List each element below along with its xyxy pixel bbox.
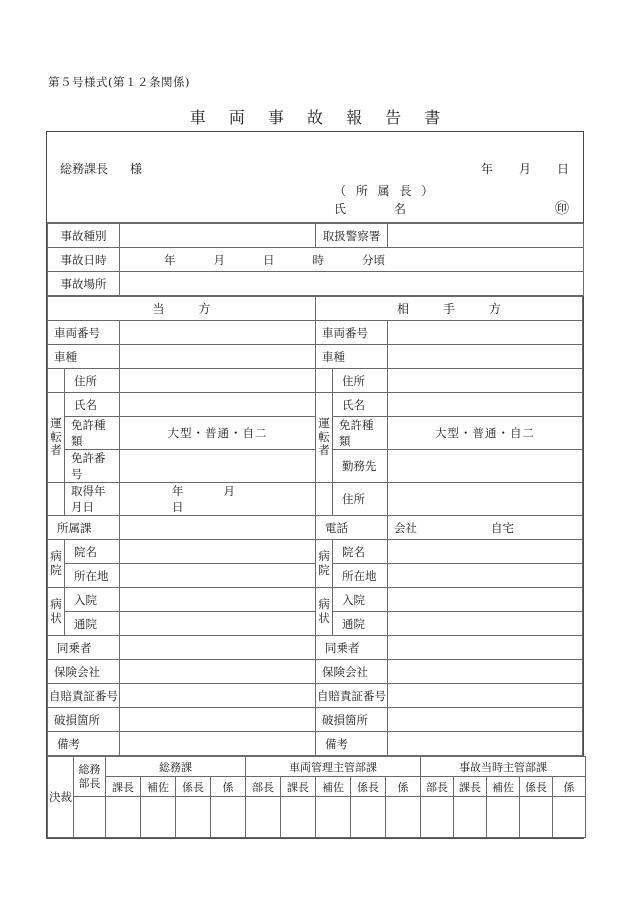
own-driver-address-value[interactable] xyxy=(120,369,316,393)
other-driver-address-label: 住所 xyxy=(333,369,388,393)
other-driver-address-value[interactable] xyxy=(388,369,583,393)
other-damage-label: 破損箇所 xyxy=(316,708,388,732)
date-month-label: 月 xyxy=(518,162,531,176)
table-row xyxy=(48,345,583,369)
approval-role-1-2: 補佐 xyxy=(316,777,351,797)
own-licence-type-label: 免許種類 xyxy=(65,417,120,450)
own-hospital-vertical-label: 病院 xyxy=(48,540,65,588)
other-workplace-value[interactable] xyxy=(388,450,583,483)
other-driver-vertical-spacer xyxy=(316,369,333,393)
own-remarks-value[interactable] xyxy=(120,732,316,756)
report-form-frame xyxy=(46,131,584,839)
other-vehicle-number-value[interactable] xyxy=(388,321,583,345)
other-admission-value[interactable] xyxy=(388,588,583,612)
approval-stamp-cell[interactable] xyxy=(386,797,421,838)
signer-name-field[interactable] xyxy=(334,200,406,217)
other-workplace-label: 勤務先 xyxy=(333,450,388,483)
own-licence-date-label: 取得年月日 xyxy=(65,483,120,516)
approval-role-header-row xyxy=(48,777,586,797)
date-day-label: 日 xyxy=(556,162,569,176)
own-jibaiseki-label: 自賠責証番号 xyxy=(48,684,120,708)
licence-month-label: 月 xyxy=(223,484,235,498)
parties-detail-table xyxy=(47,296,583,756)
other-driver-name-value[interactable] xyxy=(388,393,583,417)
accident-type-label: 事故種別 xyxy=(48,224,120,248)
other-hospital-location-label: 所在地 xyxy=(333,564,388,588)
own-passenger-value[interactable] xyxy=(120,636,316,660)
approval-role-1-0: 部長 xyxy=(246,777,281,797)
own-damage-value[interactable] xyxy=(120,708,316,732)
other-driver-vertical-label: 運転者 xyxy=(316,393,333,483)
other-hospital-vertical-label: 病院 xyxy=(316,540,333,588)
own-licence-number-label: 免許番号 xyxy=(65,450,120,483)
accident-info-table xyxy=(47,223,584,296)
police-station-value[interactable] xyxy=(388,224,584,248)
other-workplace-address-vertical-spacer xyxy=(316,483,333,516)
approval-soumu-bucho-label: 総務 部長 xyxy=(74,757,106,797)
accident-place-value[interactable] xyxy=(120,272,584,296)
other-phone-label: 電話 xyxy=(316,516,388,540)
table-row xyxy=(48,588,583,612)
approval-role-0-1: 補佐 xyxy=(141,777,176,797)
table-row xyxy=(48,450,583,483)
table-row xyxy=(48,636,583,660)
other-outpatient-value[interactable] xyxy=(388,612,583,636)
police-station-label: 取扱警察署 xyxy=(316,224,388,248)
other-vehicle-type-label: 車種 xyxy=(316,345,388,369)
own-insurance-label: 保険会社 xyxy=(48,660,120,684)
table-row xyxy=(48,516,583,540)
approval-role-0-2: 係長 xyxy=(176,777,211,797)
approval-role-0-3: 係 xyxy=(211,777,246,797)
approval-role-1-4: 係 xyxy=(386,777,421,797)
approval-stamp-cell[interactable] xyxy=(316,797,351,838)
other-vehicle-type-value[interactable] xyxy=(388,345,583,369)
approval-stamp-cell[interactable] xyxy=(520,797,553,838)
approval-stamp-row xyxy=(48,797,586,838)
table-row xyxy=(48,708,583,732)
own-licence-number-value[interactable] xyxy=(120,450,316,483)
other-damage-value[interactable] xyxy=(388,708,583,732)
other-workplace-address-value[interactable] xyxy=(388,483,583,516)
datetime-minute-label: 分頃 xyxy=(362,252,385,267)
own-licence-date-vertical-spacer xyxy=(48,483,65,516)
approval-stamp-cell[interactable] xyxy=(246,797,281,838)
other-licence-type-value[interactable]: 大型・普通・自二 xyxy=(388,417,583,450)
form-header-block xyxy=(47,132,583,223)
approval-group-2-name: 事故当時主管部課 xyxy=(421,757,586,777)
other-licence-type-label: 免許種類 xyxy=(333,417,388,450)
table-row xyxy=(48,369,583,393)
approval-stamp-cell[interactable] xyxy=(351,797,386,838)
table-row xyxy=(48,612,583,636)
approval-vertical-label: 決裁 xyxy=(48,757,74,838)
approval-role-1-1: 課長 xyxy=(281,777,316,797)
approval-role-2-3: 係長 xyxy=(520,777,553,797)
own-passenger-label: 同乗者 xyxy=(48,636,120,660)
own-vehicle-type-value[interactable] xyxy=(120,345,316,369)
name-label-second: 名 xyxy=(394,202,407,216)
approval-stamp-cell[interactable] xyxy=(487,797,520,838)
name-label-first: 氏 xyxy=(334,202,347,216)
other-hospital-name-value[interactable] xyxy=(388,540,583,564)
datetime-month-label: 月 xyxy=(213,252,225,267)
own-hospital-location-value[interactable] xyxy=(120,564,316,588)
other-insurance-value[interactable] xyxy=(388,660,583,684)
table-row xyxy=(48,540,583,564)
page-title: 車 両 事 故 報 告 書 xyxy=(189,108,450,127)
approval-stamp-cell[interactable] xyxy=(211,797,246,838)
own-driver-vertical-label: 運転者 xyxy=(48,393,65,483)
own-condition-vertical-label: 病状 xyxy=(48,588,65,636)
other-passenger-value[interactable] xyxy=(388,636,583,660)
approval-stamp-cell[interactable] xyxy=(106,797,141,838)
own-outpatient-value[interactable] xyxy=(120,612,316,636)
approval-role-2-4: 係 xyxy=(553,777,586,797)
table-row xyxy=(48,248,584,272)
other-outpatient-label: 通院 xyxy=(333,612,388,636)
accident-datetime-value[interactable] xyxy=(120,248,584,272)
own-remarks-label: 備考 xyxy=(48,732,120,756)
approval-stamp-cell[interactable] xyxy=(553,797,586,838)
own-vehicle-type-label: 車種 xyxy=(48,345,120,369)
table-row xyxy=(48,564,583,588)
approval-role-2-1: 課長 xyxy=(454,777,487,797)
other-insurance-label: 保険会社 xyxy=(316,660,388,684)
own-insurance-value[interactable] xyxy=(120,660,316,684)
header-date-field[interactable] xyxy=(481,160,569,177)
own-vehicle-number-value[interactable] xyxy=(120,321,316,345)
accident-place-label: 事故場所 xyxy=(48,272,120,296)
approval-group-header-row xyxy=(48,757,586,777)
own-jibaiseki-value[interactable] xyxy=(120,684,316,708)
other-vehicle-number-label: 車両番号 xyxy=(316,321,388,345)
table-row xyxy=(48,321,583,345)
licence-year-label: 年 xyxy=(172,484,184,498)
approval-stamp-cell[interactable] xyxy=(141,797,176,838)
other-hospital-name-label: 院名 xyxy=(333,540,388,564)
accident-datetime-label: 事故日時 xyxy=(48,248,120,272)
other-condition-vertical-label: 病状 xyxy=(316,588,333,636)
table-row xyxy=(48,417,583,450)
other-passenger-label: 同乗者 xyxy=(316,636,388,660)
own-licence-date-value[interactable] xyxy=(120,483,316,516)
own-hospital-name-label: 院名 xyxy=(65,540,120,564)
addressee-honorific: 様 xyxy=(130,162,143,176)
own-outpatient-label: 通院 xyxy=(65,612,120,636)
table-row xyxy=(48,732,583,756)
table-row xyxy=(48,297,583,321)
other-phone-value[interactable] xyxy=(388,516,583,540)
table-row xyxy=(48,272,584,296)
own-driver-name-value[interactable] xyxy=(120,393,316,417)
own-hospital-name-value[interactable] xyxy=(120,540,316,564)
table-row xyxy=(48,660,583,684)
approval-group-1-name: 車両管理主管部課 xyxy=(246,757,421,777)
other-driver-name-label: 氏名 xyxy=(333,393,388,417)
own-department-label: 所属課 xyxy=(48,516,120,540)
approval-stamp-cell[interactable] xyxy=(74,797,106,838)
table-row xyxy=(48,483,583,516)
other-hospital-location-value[interactable] xyxy=(388,564,583,588)
other-jibaiseki-label: 自賠責証番号 xyxy=(316,684,388,708)
own-side-heading: 当 方 xyxy=(48,297,316,321)
other-side-heading: 相 手 方 xyxy=(316,297,583,321)
own-hospital-location-label: 所在地 xyxy=(65,564,120,588)
datetime-day-label: 日 xyxy=(263,252,275,267)
own-licence-type-value[interactable]: 大型・普通・自二 xyxy=(120,417,316,450)
phone-company-label: 会社 xyxy=(394,520,418,535)
other-remarks-value[interactable] xyxy=(388,732,583,756)
own-driver-address-label: 住所 xyxy=(65,369,120,393)
own-admission-label: 入院 xyxy=(65,588,120,612)
own-department-value[interactable] xyxy=(120,516,316,540)
own-damage-label: 破損箇所 xyxy=(48,708,120,732)
datetime-hour-label: 時 xyxy=(312,252,324,267)
approval-role-1-3: 係長 xyxy=(351,777,386,797)
licence-day-label: 日 xyxy=(172,500,184,514)
approval-role-2-0: 部長 xyxy=(421,777,454,797)
table-row xyxy=(48,684,583,708)
approval-stamp-cell[interactable] xyxy=(421,797,454,838)
form-number: 第５号様式(第１２条関係) xyxy=(48,75,190,89)
approval-role-2-2: 補佐 xyxy=(487,777,520,797)
approval-role-0-0: 課長 xyxy=(106,777,141,797)
seal-icon: ㊞ xyxy=(555,201,569,217)
own-vehicle-number-label: 車両番号 xyxy=(48,321,120,345)
other-remarks-label: 備考 xyxy=(316,732,388,756)
other-admission-label: 入院 xyxy=(333,588,388,612)
other-workplace-address-label: 住所 xyxy=(333,483,388,516)
addressee-title: 総務課長 xyxy=(60,162,109,176)
own-driver-vertical-spacer xyxy=(48,369,65,393)
approval-stamp-cell[interactable] xyxy=(454,797,487,838)
phone-home-label: 自宅 xyxy=(491,520,515,535)
accident-type-value[interactable] xyxy=(120,224,316,248)
table-row xyxy=(48,224,584,248)
affiliation-label: （ 所 属 長 ） xyxy=(334,184,437,198)
addressee xyxy=(60,160,142,177)
approval-stamp-cell[interactable] xyxy=(281,797,316,838)
other-jibaiseki-value[interactable] xyxy=(388,684,583,708)
table-row xyxy=(48,393,583,417)
approval-table xyxy=(47,756,586,838)
approval-group-0-name: 総務課 xyxy=(106,757,246,777)
approval-stamp-cell[interactable] xyxy=(176,797,211,838)
date-year-label: 年 xyxy=(480,162,493,176)
datetime-year-label: 年 xyxy=(164,252,176,267)
own-driver-name-label: 氏名 xyxy=(65,393,120,417)
own-admission-value[interactable] xyxy=(120,588,316,612)
